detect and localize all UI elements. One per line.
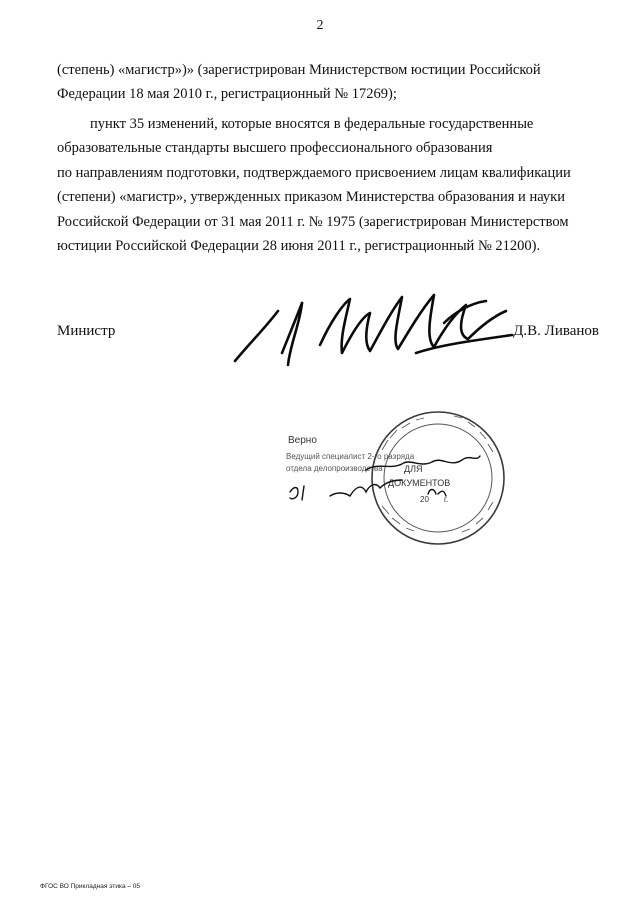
text-line: (степени) «магистр», утвержденных приказом Министерства образования и науки: [57, 189, 565, 206]
text-line: Российской Федерации от 31 мая 2011 г. № 1975 (зарегистрирован Министерством: [57, 213, 569, 230]
signatory-name: Д.В. Ливанов: [513, 323, 599, 339]
page-number: 2: [316, 18, 324, 33]
text-line: юстиции Российской Федерации 28 июня 2011 г., регистрационный № 21200).: [57, 238, 541, 255]
text-line: (степень) «магистр»)» (зарегистрирован Министерством юстиции Российской: [57, 62, 541, 78]
paragraph-1: [57, 58, 599, 107]
paragraph-2: [57, 112, 599, 258]
round-stamp-seal: [270, 410, 510, 560]
certification-stamp-area: [270, 410, 510, 560]
signatory-position: Министр: [57, 323, 116, 339]
text-line: пункт 35 изменений, которые вносятся в федеральные государственные: [90, 116, 534, 132]
specialist-title: Ведущий специалист 2-го разряда: [286, 452, 415, 461]
text-line: Федерации 18 мая 2010 г., регистрационный № 17269);: [57, 86, 397, 103]
verno-label: Верно: [288, 435, 317, 446]
specialist-department: отдела делопроизводства: [286, 464, 383, 473]
svg-text:ДОКУМЕНТОВ: ДОКУМЕНТОВ: [388, 478, 451, 488]
text-line: по направлениям подготовки, подтверждаемого присвоением лицам квалификации: [57, 164, 571, 181]
svg-text:г.: г.: [444, 495, 449, 504]
svg-text:ДЛЯ: ДЛЯ: [404, 464, 423, 474]
handwritten-signature: [230, 283, 520, 373]
svg-text:20: 20: [420, 495, 429, 504]
text-line: образовательные стандарты высшего профессионального образования: [57, 140, 493, 157]
document-footer: ФГОС ВО Прикладная этика – 05: [40, 883, 141, 890]
